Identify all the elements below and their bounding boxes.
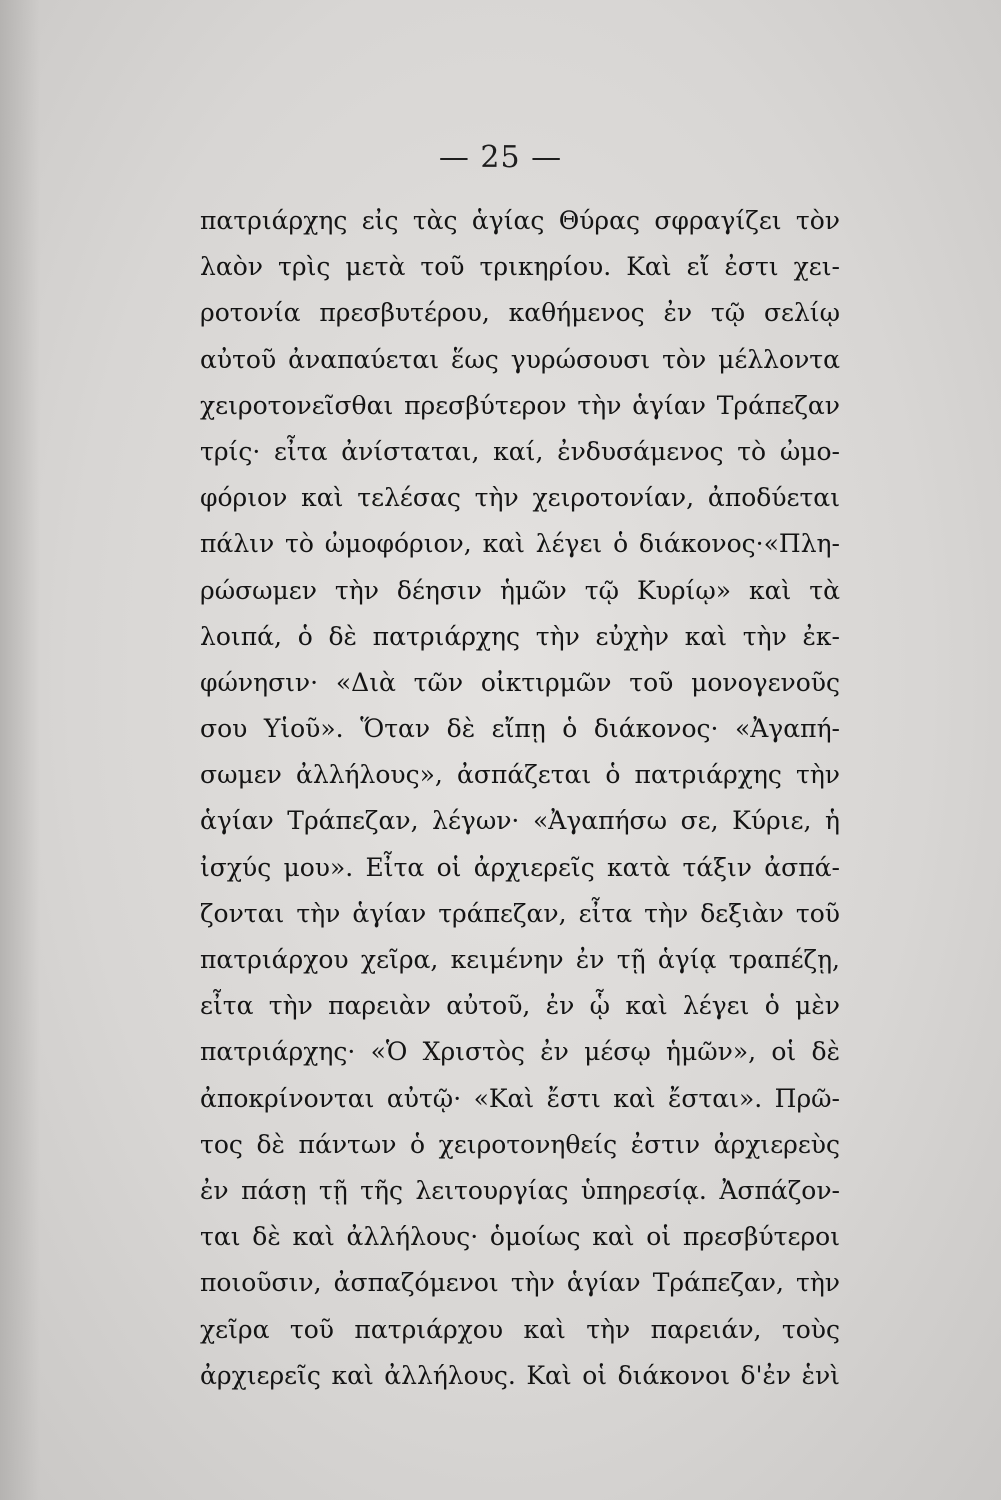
text-line: ποιοῦσιν, ἀσπαζόμενοι τὴν ἁγίαν Τράπεζαν, τὴν bbox=[200, 1268, 840, 1298]
text-line: πάλιν τὸ ὠμοφόριον, καὶ λέγει ὁ διάκονος·«Πλη- bbox=[200, 529, 840, 559]
text-line: λαὸν τρὶς μετὰ τοῦ τρικηρίου. Καὶ εἴ ἐστι χει- bbox=[200, 252, 840, 282]
text-line: εἶτα τὴν παρειὰν αὐτοῦ, ἐν ᾧ καὶ λέγει ὁ μὲν bbox=[200, 991, 840, 1021]
text-line: τος δὲ πάντων ὁ χειροτονηθείς ἐστιν ἀρχιερεὺς bbox=[200, 1129, 840, 1159]
text-line: πατριάρχης εἰς τὰς ἁγίας Θύρας σφραγίζει τὸν bbox=[200, 206, 840, 235]
text-line: ἁγίαν Τράπεζαν, λέγων· «Ἀγαπήσω σε, Κύριε, ἡ bbox=[200, 806, 840, 836]
text-line: φώνησιν· «Διὰ τῶν οἰκτιρμῶν τοῦ μονογενοῦς bbox=[200, 667, 840, 697]
text-line: ἀποκρίνονται αὐτῷ· «Καὶ ἔστι καὶ ἔσται». Πρῶ- bbox=[200, 1083, 840, 1113]
text-line: ζονται τὴν ἁγίαν τράπεζαν, εἶτα τὴν δεξιὰν τοῦ bbox=[200, 898, 840, 928]
text-line: ροτονία πρεσβυτέρου, καθήμενος ἐν τῷ σελίῳ bbox=[200, 298, 840, 328]
text-line: σου Υἱοῦ». Ὅταν δὲ εἴπῃ ὁ διάκονος· «Ἀγαπή- bbox=[200, 714, 840, 744]
text-line: χεῖρα τοῦ πατριάρχου καὶ τὴν παρειάν, τοὺς bbox=[200, 1314, 840, 1344]
page-number: — 25 — bbox=[438, 140, 563, 175]
text-line: πατριάρχης· «Ὁ Χριστὸς ἐν μέσῳ ἡμῶν», οἱ δὲ bbox=[200, 1037, 840, 1067]
text-line: ρώσωμεν τὴν δέησιν ἡμῶν τῷ Κυρίῳ» καὶ τὰ bbox=[200, 575, 840, 605]
text-line: φόριον καὶ τελέσας τὴν χειροτονίαν, ἀποδύεται bbox=[200, 483, 840, 513]
text-line: ται δὲ καὶ ἀλλήλους· ὁμοίως καὶ οἱ πρεσβύτεροι bbox=[200, 1222, 840, 1252]
text-line: σωμεν ἀλλήλους», ἀσπάζεται ὁ πατριάρχης τὴν bbox=[200, 760, 840, 790]
text-line: αὐτοῦ ἀναπαύεται ἕως γυρώσουσι τὸν μέλλοντα bbox=[200, 344, 840, 374]
text-line: ἐν πάσῃ τῇ τῆς λειτουργίας ὑπηρεσίᾳ. Ἀσπάζον- bbox=[200, 1175, 840, 1205]
text-line: χειροτονεῖσθαι πρεσβύτερον τὴν ἁγίαν Τράπεζαν bbox=[200, 390, 840, 420]
text-line: ἰσχύς μου». Εἶτα οἱ ἀρχιερεῖς κατὰ τάξιν ἀσπά- bbox=[200, 852, 840, 882]
text-line: τρίς· εἶτα ἀνίσταται, καί, ἐνδυσάμενος τὸ ὠμο- bbox=[200, 436, 840, 466]
text-line: πατριάρχου χεῖρα, κειμένην ἐν τῇ ἁγίᾳ τραπέζῃ, bbox=[200, 945, 840, 974]
body-text bbox=[200, 198, 840, 1399]
text-line: ἀρχιερεῖς καὶ ἀλλήλους. Καὶ οἱ διάκονοι δ'ἐν ἑνὶ bbox=[200, 1360, 840, 1390]
text-line: λοιπά, ὁ δὲ πατριάρχης τὴν εὐχὴν καὶ τὴν ἐκ- bbox=[200, 621, 840, 651]
page-gutter-shadow bbox=[0, 0, 40, 1500]
